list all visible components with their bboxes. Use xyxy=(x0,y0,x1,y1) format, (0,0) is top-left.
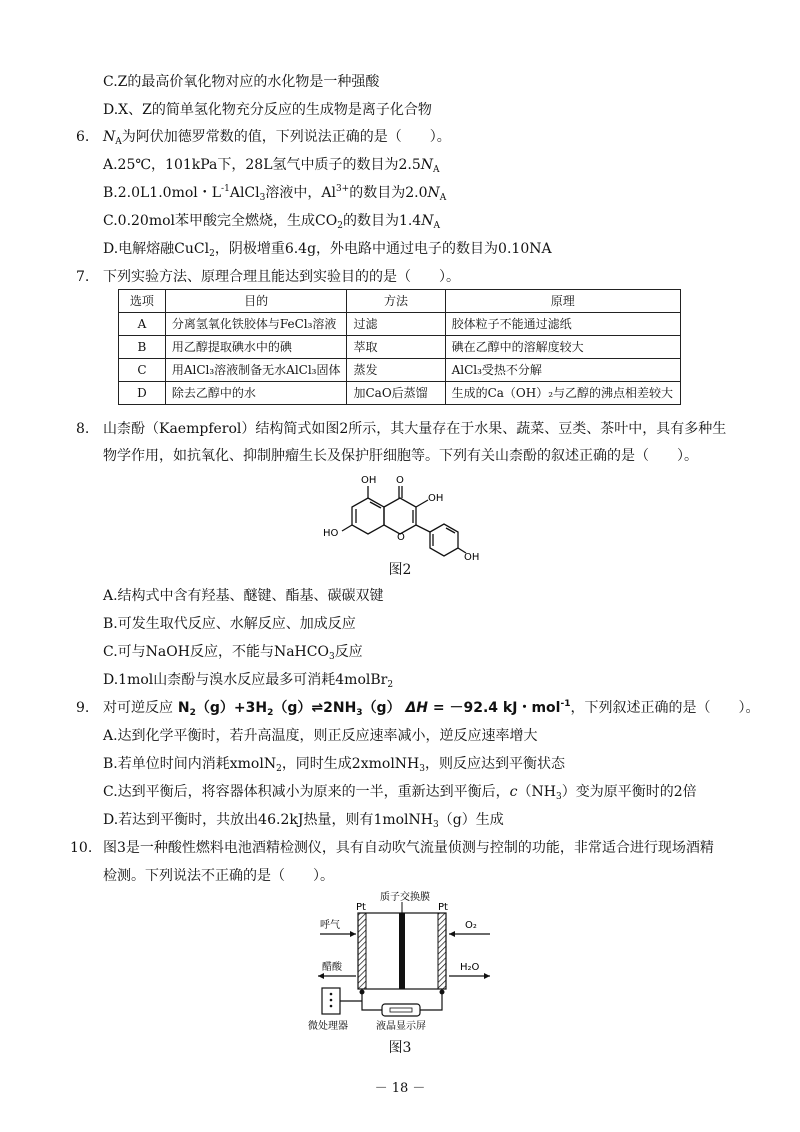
table-cell: 用乙醇提取碘水中的碘 xyxy=(165,336,347,359)
q9-option-d: D.若达到平衡时，共放出46.2kJ热量，则有1molNH$_3$（g）生成 xyxy=(103,812,504,830)
q8-number: 8. xyxy=(76,421,90,437)
table-cell: 碘在乙醇中的溶解度较大 xyxy=(445,336,680,359)
table-cell: 萃取 xyxy=(347,336,445,359)
q10-stem-line1: 图3是一种酸性燃料电池酒精检测仪，具有自动吹气流量侦测与控制的功能，非常适合进行现场酒精 xyxy=(103,840,714,856)
fig2-label-oh-top: OH xyxy=(361,475,377,486)
q9-number: 9. xyxy=(76,700,90,716)
q9-option-b: B.若单位时间内消耗xmolN$_2$，同时生成2xmolNH$_3$，则反应达到平衡状态 xyxy=(103,756,565,774)
label-pt-left: Pt xyxy=(356,902,366,913)
lcd-display xyxy=(382,1004,420,1016)
q6-option-a: A.25℃，101kPa下，28L氢气中质子的数目为$2.5N_A$ xyxy=(103,157,440,175)
q6-stem: $N_A$为阿伏加德罗常数的值，下列说法正确的是（ ）。 xyxy=(103,129,451,147)
fig2-label-o-top: O xyxy=(396,475,404,486)
q8-stem-line1: 山柰酚（Kaempferol）结构简式如图2所示，其大量存在于水果、蔬菜、豆类、茶叶中，具有多种生 xyxy=(103,421,727,437)
table-row xyxy=(119,336,681,359)
label-pt-right: Pt xyxy=(438,902,448,913)
table-header-row xyxy=(119,290,681,313)
table-cell: 生成的Ca（OH）₂与乙醇的沸点相差较大 xyxy=(445,382,680,405)
table-header: 原理 xyxy=(445,290,680,313)
q9-option-a: A.达到化学平衡时，若升高温度，则正反应速率减小，逆反应速率增大 xyxy=(103,728,538,744)
table-header: 选项 xyxy=(119,290,166,313)
q10-number: 10. xyxy=(70,840,93,856)
table-cell: D xyxy=(119,382,166,405)
label-acetic-acid: 醋酸 xyxy=(322,962,342,973)
table-cell: 蒸发 xyxy=(347,359,445,382)
q7-number: 7. xyxy=(76,269,90,285)
label-o2: O₂ xyxy=(465,920,477,931)
q8-option-c: C.可与NaOH反应，不能与NaHCO$_3$反应 xyxy=(103,644,363,662)
q6-option-b: B.2.0L1.0mol・$L^{-1}AlCl_3$溶液中，$Al^{3+}$的数目为$2.0N_A$ xyxy=(103,184,447,203)
table-row xyxy=(119,313,681,336)
table-cell: AlCl₃受热不分解 xyxy=(445,359,680,382)
proton-exchange-membrane xyxy=(399,913,405,989)
page-number: － 18 － xyxy=(374,1081,426,1096)
pt-electrode-right xyxy=(438,913,446,989)
q6-option-d: D.电解熔融CuCl$_2$，阴极增重6.4g，外电路中通过电子的数目为0.10NA xyxy=(103,241,552,259)
fig2-label-o-ring: O xyxy=(397,532,405,543)
q9-stem: 对可逆反应 $N_2(g)+3H_2(g)\rightleftharpoons 2NH_3(g) \Delta H = -92.4$ kJ・mol$^{-1}$，下列叙述正确的是（ ）。 xyxy=(103,699,760,718)
figure-2-caption: 图2 xyxy=(388,562,412,578)
q8-option-d: D.1mol山柰酚与溴水反应最多可消耗4molBr$_2$ xyxy=(103,672,394,690)
table-cell: 加CaO后蒸馏 xyxy=(347,382,445,405)
experiment-table xyxy=(118,289,681,405)
q10-stem-line2: 检测。下列说法不正确的是（ ）。 xyxy=(103,868,334,884)
q8-stem-line2: 物学作用，如抗氧化、抑制肿瘤生长及保护肝细胞等。下列有关山柰酚的叙述正确的是（ ）。 xyxy=(103,448,698,464)
fig2-label-ho-left: HO xyxy=(323,528,339,539)
table-cell: 胶体粒子不能通过滤纸 xyxy=(445,313,680,336)
table-cell: A xyxy=(119,313,166,336)
option-5d: D.X、Z的简单氢化物充分反应的生成物是离子化合物 xyxy=(103,102,432,118)
label-h2o: H₂O xyxy=(460,962,480,973)
label-microprocessor: 微处理器 xyxy=(308,1021,348,1032)
table-cell: C xyxy=(119,359,166,382)
table-cell: 过滤 xyxy=(347,313,445,336)
q9-option-c: C.达到平衡后，将容器体积减小为原来的一半，重新达到平衡后，$c(NH_3)$变为原平衡时的2倍 xyxy=(103,784,697,802)
option-5c: C.Z的最高价氧化物对应的水化物是一种强酸 xyxy=(103,74,380,90)
figure-3-caption: 图3 xyxy=(388,1040,412,1056)
label-lcd: 液晶显示屏 xyxy=(376,1021,426,1032)
table-cell: 除去乙醇中的水 xyxy=(165,382,347,405)
table-cell: B xyxy=(119,336,166,359)
q7-stem: 下列实验方法、原理合理且能达到实验目的的是（ ）。 xyxy=(103,269,460,285)
table-row xyxy=(119,382,681,405)
table-cell: 用AlCl₃溶液制备无水AlCl₃固体 xyxy=(165,359,347,382)
kaempferol-structure-figure xyxy=(318,470,498,560)
fuel-cell-diagram xyxy=(300,888,510,1038)
label-membrane: 质子交换膜 xyxy=(380,892,430,903)
fig2-label-oh-right: OH xyxy=(428,493,444,504)
q8-option-b: B.可发生取代反应、水解反应、加成反应 xyxy=(103,616,356,632)
table-row xyxy=(119,359,681,382)
table-cell: 分离氢氧化铁胶体与FeCl₃溶液 xyxy=(165,313,347,336)
q9-equation: $N_2(g)+3H_2(g)\rightleftharpoons 2NH_3(g) \Delta H = -92.4$ kJ・mol$^{-1}$ xyxy=(177,699,571,718)
table-header: 方法 xyxy=(347,290,445,313)
table-header: 目的 xyxy=(165,290,347,313)
q6-number: 6. xyxy=(76,129,90,145)
fig2-label-oh-bottom: OH xyxy=(464,552,480,560)
q6-option-c: C.0.20mol苯甲酸完全燃烧，生成$CO_2$的数目为$1.4N_A$ xyxy=(103,213,440,231)
q8-option-a: A.结构式中含有羟基、醚键、酯基、碳碳双键 xyxy=(103,588,384,604)
pt-electrode-left xyxy=(358,913,366,989)
label-breath: 呼气 xyxy=(320,920,340,931)
